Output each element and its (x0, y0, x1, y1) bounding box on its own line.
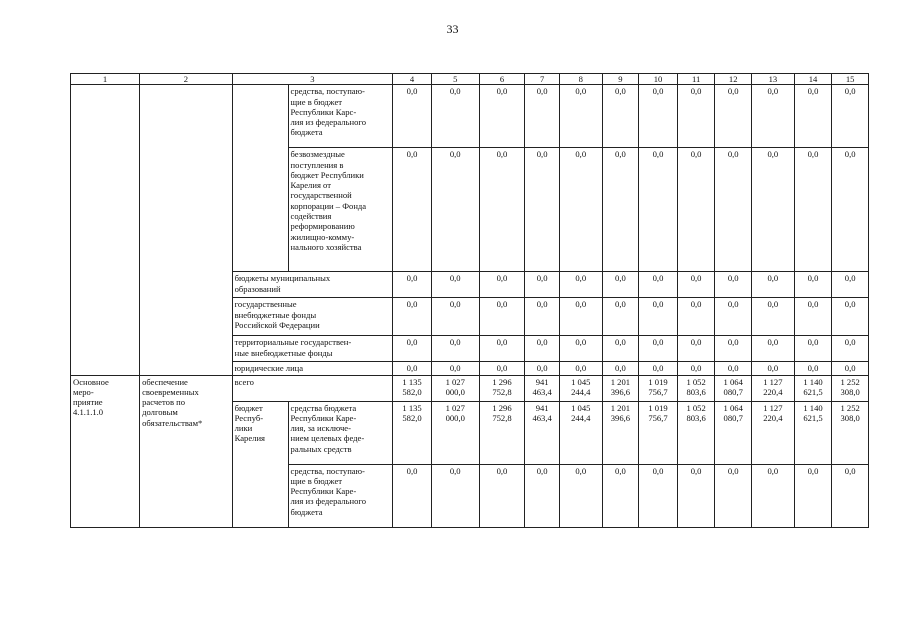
value-cell: 0,0 (479, 85, 525, 148)
value-cell: 0,0 (639, 362, 678, 375)
header-cell: 10 (639, 74, 678, 85)
header-cell: 9 (602, 74, 639, 85)
value-cell: 0,0 (431, 362, 479, 375)
value-cell: 1 296 752,8 (479, 375, 525, 401)
value-cell: 0,0 (752, 362, 795, 375)
header-cell: 3 (232, 74, 393, 85)
source-label: средства, поступаю- щие в бюджет Республики Каре- лия из федерального бюджета (288, 464, 393, 527)
value-cell: 0,0 (559, 148, 602, 272)
source-label: бюджеты муниципальных образований (232, 272, 393, 298)
value-cell: 0,0 (677, 85, 715, 148)
value-cell: 0,0 (431, 85, 479, 148)
budget-table (70, 73, 869, 528)
value-cell: 0,0 (393, 362, 432, 375)
value-cell: 0,0 (525, 362, 560, 375)
value-cell: 0,0 (832, 85, 869, 148)
empty-cell (140, 85, 233, 375)
value-cell: 0,0 (393, 272, 432, 298)
value-cell: 0,0 (393, 298, 432, 336)
value-cell: 0,0 (479, 298, 525, 336)
value-cell: 0,0 (639, 336, 678, 362)
value-cell: 0,0 (559, 362, 602, 375)
value-cell: 1 019 756,7 (639, 375, 678, 401)
value-cell: 0,0 (602, 85, 639, 148)
header-cell: 4 (393, 74, 432, 85)
source-label: территориальные государствен- ные внебюджетные фонды (232, 336, 393, 362)
value-cell: 0,0 (832, 336, 869, 362)
value-cell: 0,0 (525, 148, 560, 272)
value-cell: 1 296 752,8 (479, 401, 525, 464)
value-cell: 0,0 (431, 298, 479, 336)
source-label: безвозмездные поступления в бюджет Республики Карелия от государственной корпорации – Фонда содействия реформированию жилищно-комму- нального хозяйства (288, 148, 393, 272)
value-cell: 0,0 (752, 148, 795, 272)
value-cell: 0,0 (602, 464, 639, 527)
header-row (71, 74, 869, 85)
value-cell: 0,0 (525, 464, 560, 527)
value-cell: 0,0 (479, 336, 525, 362)
header-cell: 8 (559, 74, 602, 85)
header-cell: 6 (479, 74, 525, 85)
value-cell: 0,0 (602, 362, 639, 375)
value-cell: 0,0 (559, 298, 602, 336)
header-cell: 1 (71, 74, 140, 85)
budget-rk-label: бюджет Респуб- лики Карелия (232, 401, 288, 527)
value-cell: 1 027 000,0 (431, 401, 479, 464)
value-cell: 0,0 (639, 148, 678, 272)
value-cell: 1 019 756,7 (639, 401, 678, 464)
header-cell: 2 (140, 74, 233, 85)
value-cell: 0,0 (832, 298, 869, 336)
value-cell: 0,0 (431, 272, 479, 298)
source-label: всего (232, 375, 393, 401)
header-cell: 15 (832, 74, 869, 85)
value-cell: 0,0 (677, 336, 715, 362)
table-row (71, 375, 869, 401)
value-cell: 0,0 (479, 148, 525, 272)
source-label: средства бюджета Республики Каре- лия, за исключе- нием целевых феде- ральных средств (288, 401, 393, 464)
header-cell: 7 (525, 74, 560, 85)
value-cell: 0,0 (525, 272, 560, 298)
value-cell: 0,0 (715, 336, 752, 362)
value-cell: 0,0 (559, 85, 602, 148)
value-cell: 1 052 803,6 (677, 401, 715, 464)
value-cell: 0,0 (794, 298, 832, 336)
value-cell: 0,0 (393, 464, 432, 527)
value-cell: 0,0 (393, 85, 432, 148)
value-cell: 0,0 (752, 85, 795, 148)
value-cell: 0,0 (832, 362, 869, 375)
source-label: государственные внебюджетные фонды Российской Федерации (232, 298, 393, 336)
value-cell: 0,0 (431, 336, 479, 362)
value-cell: 941 463,4 (525, 375, 560, 401)
value-cell: 0,0 (752, 272, 795, 298)
value-cell: 0,0 (525, 336, 560, 362)
activity-code: Основное меро- приятие 4.1.1.1.0 (71, 375, 140, 527)
value-cell: 941 463,4 (525, 401, 560, 464)
value-cell: 1 140 621,5 (794, 375, 832, 401)
value-cell: 0,0 (479, 362, 525, 375)
value-cell: 0,0 (602, 298, 639, 336)
value-cell: 0,0 (832, 464, 869, 527)
value-cell: 0,0 (794, 336, 832, 362)
value-cell: 0,0 (639, 298, 678, 336)
value-cell: 0,0 (431, 148, 479, 272)
table-row (71, 85, 869, 148)
value-cell: 1 201 396,6 (602, 375, 639, 401)
value-cell: 0,0 (752, 464, 795, 527)
value-cell: 0,0 (794, 362, 832, 375)
value-cell: 0,0 (677, 464, 715, 527)
value-cell: 1 052 803,6 (677, 375, 715, 401)
header-cell: 11 (677, 74, 715, 85)
value-cell: 0,0 (794, 85, 832, 148)
value-cell: 0,0 (525, 85, 560, 148)
value-cell: 1 140 621,5 (794, 401, 832, 464)
value-cell: 0,0 (832, 148, 869, 272)
value-cell: 0,0 (715, 85, 752, 148)
value-cell: 0,0 (639, 85, 678, 148)
header-cell: 13 (752, 74, 795, 85)
header-cell: 14 (794, 74, 832, 85)
page-number: 33 (446, 22, 459, 36)
value-cell: 0,0 (832, 272, 869, 298)
value-cell: 0,0 (602, 148, 639, 272)
value-cell: 0,0 (639, 272, 678, 298)
value-cell: 1 252 308,0 (832, 375, 869, 401)
value-cell: 1 127 220,4 (752, 375, 795, 401)
header-cell: 12 (715, 74, 752, 85)
value-cell: 1 135 582,0 (393, 375, 432, 401)
value-cell: 0,0 (794, 148, 832, 272)
value-cell: 0,0 (602, 336, 639, 362)
value-cell: 0,0 (559, 464, 602, 527)
value-cell: 0,0 (431, 464, 479, 527)
value-cell: 0,0 (715, 464, 752, 527)
value-cell: 1 064 080,7 (715, 401, 752, 464)
source-label: средства, поступаю- щие в бюджет Республики Карс- лия из федерального бюджета (288, 85, 393, 148)
value-cell: 1 045 244,4 (559, 375, 602, 401)
value-cell: 0,0 (525, 298, 560, 336)
empty-cell (232, 85, 288, 272)
source-label: юридические лица (232, 362, 393, 375)
value-cell: 0,0 (677, 272, 715, 298)
activity-name: обеспечение своевременных расчетов по долговым обязательствам* (140, 375, 233, 527)
value-cell: 1 045 244,4 (559, 401, 602, 464)
value-cell: 0,0 (715, 272, 752, 298)
value-cell: 0,0 (479, 464, 525, 527)
empty-cell (71, 85, 140, 375)
value-cell: 0,0 (715, 362, 752, 375)
value-cell: 1 127 220,4 (752, 401, 795, 464)
value-cell: 1 201 396,6 (602, 401, 639, 464)
value-cell: 0,0 (677, 298, 715, 336)
header-cell: 5 (431, 74, 479, 85)
value-cell: 0,0 (393, 336, 432, 362)
value-cell: 1 064 080,7 (715, 375, 752, 401)
value-cell: 1 252 308,0 (832, 401, 869, 464)
value-cell: 0,0 (752, 298, 795, 336)
value-cell: 0,0 (715, 298, 752, 336)
value-cell: 0,0 (602, 272, 639, 298)
value-cell: 0,0 (677, 148, 715, 272)
value-cell: 0,0 (393, 148, 432, 272)
value-cell: 0,0 (559, 336, 602, 362)
value-cell: 0,0 (677, 362, 715, 375)
value-cell: 0,0 (794, 464, 832, 527)
value-cell: 0,0 (479, 272, 525, 298)
value-cell: 0,0 (752, 336, 795, 362)
value-cell: 0,0 (715, 148, 752, 272)
value-cell: 0,0 (794, 272, 832, 298)
value-cell: 0,0 (639, 464, 678, 527)
value-cell: 0,0 (559, 272, 602, 298)
value-cell: 1 027 000,0 (431, 375, 479, 401)
value-cell: 1 135 582,0 (393, 401, 432, 464)
